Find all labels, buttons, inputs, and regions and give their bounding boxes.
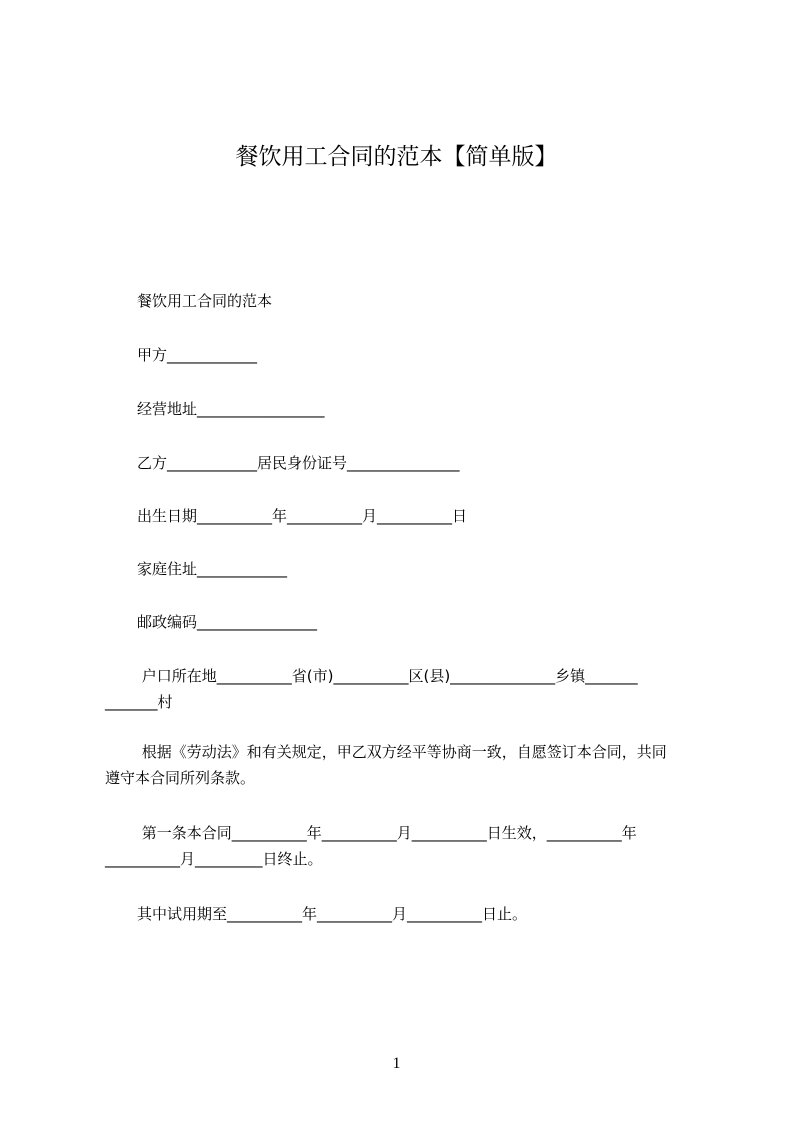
text-line: 遵守本合同所列条款。 bbox=[105, 769, 256, 787]
paragraph bbox=[105, 450, 705, 476]
text-line: 邮政编码________________ bbox=[137, 613, 318, 631]
paragraph bbox=[105, 288, 705, 314]
paragraph bbox=[105, 609, 705, 635]
page-number: 1 bbox=[392, 1055, 401, 1072]
paragraph bbox=[105, 396, 705, 422]
paragraph bbox=[105, 556, 705, 582]
text-line: 其中试用期至__________年__________月__________日止。 bbox=[137, 905, 528, 923]
text-line: 根据《劳动法》和有关规定，甲乙双方经平等协商一致，自愿签订本合同，共同 bbox=[137, 743, 667, 761]
paragraph bbox=[105, 901, 705, 927]
text-line: 乙方____________居民身份证号_______________ bbox=[137, 454, 460, 472]
paragraph bbox=[105, 739, 705, 791]
paragraph bbox=[105, 342, 705, 368]
paragraph bbox=[105, 820, 705, 872]
text-line: 经营地址_________________ bbox=[137, 400, 325, 418]
text-line: __________月_________日终止。 bbox=[105, 850, 323, 868]
text-line: 家庭住址____________ bbox=[137, 560, 288, 578]
text-line: 甲方____________ bbox=[137, 346, 258, 364]
paragraph bbox=[105, 663, 705, 715]
text-line: 出生日期__________年__________月__________日 bbox=[137, 507, 468, 525]
document-title: 餐饮用工合同的范本【简单版】 bbox=[235, 144, 558, 170]
paragraph bbox=[105, 503, 705, 529]
text-line: 餐饮用工合同的范本 bbox=[137, 292, 273, 310]
text-line: 第一条本合同__________年__________月__________日生效，__________年 bbox=[137, 824, 637, 842]
text-line: _______村 bbox=[105, 693, 173, 711]
text-line: 户口所在地__________省(市)__________区(县)______________乡镇_______ bbox=[137, 667, 638, 685]
